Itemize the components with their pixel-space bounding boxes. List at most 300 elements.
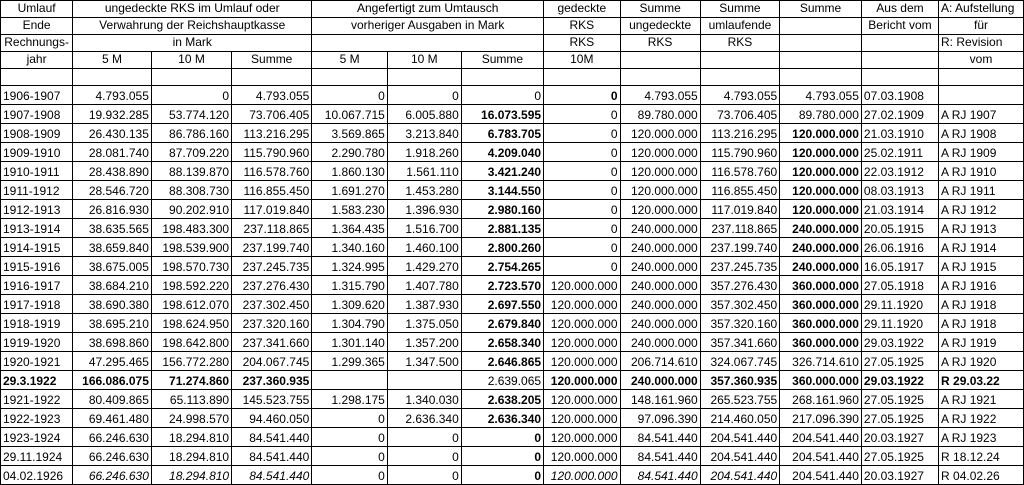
header-cell[interactable]: jahr [1,52,73,69]
header-umlauf[interactable]: Umlauf [1,1,73,18]
data-cell[interactable]: 116.578.760 [232,162,312,181]
data-cell[interactable]: 237.118.865 [232,219,312,238]
data-cell[interactable]: 120.000.000 [544,295,620,314]
data-cell[interactable]: 27.02.1909 [861,105,938,124]
data-cell[interactable]: 357.341.660 [700,333,779,352]
data-cell[interactable]: 08.03.1913 [861,181,938,200]
data-cell[interactable]: A RJ 1910 [939,162,1024,181]
header-angefertigt[interactable]: Angefertigt zum Umtausch [312,1,544,18]
data-cell[interactable]: 198.624.950 [151,314,231,333]
data-cell[interactable]: R 29.03.22 [939,371,1024,390]
data-cell[interactable]: 53.774.120 [151,105,231,124]
data-cell[interactable]: 0 [544,238,620,257]
data-cell[interactable]: 1.298.175 [312,390,388,409]
data-cell[interactable]: 117.019.840 [232,200,312,219]
data-cell[interactable]: 6.005.880 [387,105,461,124]
data-cell[interactable]: 360.000.000 [780,371,862,390]
blank-cell[interactable] [312,69,388,86]
data-cell[interactable]: 19.932.285 [73,105,152,124]
data-cell[interactable]: 84.541.440 [232,447,312,466]
data-cell[interactable]: 1.364.435 [312,219,388,238]
data-cell[interactable]: A RJ 1915 [939,257,1024,276]
row-label-cell[interactable]: 1918-1919 [1,314,73,333]
data-cell[interactable]: 2.290.780 [312,143,388,162]
data-cell[interactable]: 204.541.440 [780,466,862,485]
data-cell[interactable]: 0 [312,428,388,447]
data-cell[interactable]: 120.000.000 [544,409,620,428]
data-cell[interactable]: 27.05.1925 [861,409,938,428]
data-cell[interactable]: 237.118.865 [700,219,779,238]
data-cell[interactable]: 1.918.260 [387,143,461,162]
data-cell[interactable]: 1.516.700 [387,219,461,238]
data-cell[interactable]: 1.407.780 [387,276,461,295]
data-cell[interactable]: 2.636.340 [387,409,461,428]
data-cell[interactable]: 117.019.840 [700,200,779,219]
header-cell[interactable]: 10 M [387,52,461,69]
data-cell[interactable]: 240.000.000 [620,371,700,390]
data-cell[interactable]: 360.000.000 [780,314,862,333]
header-cell[interactable]: vorheriger Ausgaben in Mark [312,18,544,35]
data-cell[interactable]: 1.309.620 [312,295,388,314]
data-cell[interactable]: 120.000.000 [620,162,700,181]
data-cell[interactable]: 22.03.1912 [861,162,938,181]
data-cell[interactable]: 240.000.000 [620,276,700,295]
data-cell[interactable]: 27.05.1925 [861,352,938,371]
blank-cell[interactable] [461,69,543,86]
data-cell[interactable]: 0 [461,447,543,466]
data-cell[interactable]: 120.000.000 [780,124,862,143]
data-cell[interactable]: 1.304.790 [312,314,388,333]
data-cell[interactable]: 1.375.050 [387,314,461,333]
data-cell[interactable]: 69.461.480 [73,409,152,428]
header-cell[interactable]: 10M [544,52,620,69]
data-cell[interactable]: 145.523.755 [232,390,312,409]
data-cell[interactable]: 86.786.160 [151,124,231,143]
row-label-cell[interactable]: 1906-1907 [1,86,73,105]
data-cell[interactable]: 20.03.1927 [861,428,938,447]
data-cell[interactable]: 113.216.295 [700,124,779,143]
data-cell[interactable]: 10.067.715 [312,105,388,124]
data-cell[interactable]: 4.793.055 [620,86,700,105]
data-cell[interactable] [312,371,388,390]
row-label-cell[interactable]: 04.02.1926 [1,466,73,485]
data-cell[interactable]: 120.000.000 [620,181,700,200]
data-cell[interactable]: 116.578.760 [700,162,779,181]
data-cell[interactable]: 0 [461,428,543,447]
data-cell[interactable]: 24.998.570 [151,409,231,428]
data-cell[interactable]: 26.06.1916 [861,238,938,257]
header-cell[interactable]: 5 M [73,52,152,69]
header-bericht[interactable]: Aus dem [861,1,938,18]
header-cell[interactable]: Ende [1,18,73,35]
data-cell[interactable]: 6.783.705 [461,124,543,143]
data-cell[interactable]: 38.635.565 [73,219,152,238]
data-cell[interactable] [939,86,1024,105]
data-cell[interactable]: 2.658.340 [461,333,543,352]
data-cell[interactable]: 4.209.040 [461,143,543,162]
data-cell[interactable]: 120.000.000 [544,333,620,352]
data-cell[interactable]: 204.067.745 [232,352,312,371]
data-cell[interactable]: 4.793.055 [73,86,152,105]
data-cell[interactable]: 120.000.000 [544,466,620,485]
header-cell[interactable]: RKS [700,35,779,52]
data-cell[interactable]: 1.324.995 [312,257,388,276]
data-cell[interactable]: 357.276.430 [700,276,779,295]
data-cell[interactable]: 120.000.000 [544,352,620,371]
blank-cell[interactable] [387,69,461,86]
data-cell[interactable]: 2.754.265 [461,257,543,276]
header-cell[interactable] [780,18,862,35]
header-cell[interactable]: RKS [544,18,620,35]
header-cell[interactable]: Summe [461,52,543,69]
data-cell[interactable]: 240.000.000 [620,219,700,238]
data-cell[interactable]: 324.067.745 [700,352,779,371]
data-cell[interactable]: 38.675.005 [73,257,152,276]
data-cell[interactable]: 198.483.300 [151,219,231,238]
data-cell[interactable]: 84.541.440 [620,428,700,447]
data-cell[interactable]: 360.000.000 [780,276,862,295]
data-cell[interactable]: 89.780.000 [780,105,862,124]
data-cell[interactable]: 240.000.000 [780,238,862,257]
data-cell[interactable]: A RJ 1914 [939,238,1024,257]
data-cell[interactable]: 120.000.000 [544,371,620,390]
blank-cell[interactable] [232,69,312,86]
data-cell[interactable]: 115.790.960 [700,143,779,162]
data-cell[interactable]: 357.360.935 [700,371,779,390]
data-cell[interactable]: 1.299.365 [312,352,388,371]
data-cell[interactable]: 2.800.260 [461,238,543,257]
row-label-cell[interactable]: 1912-1913 [1,200,73,219]
data-cell[interactable]: 198.642.800 [151,333,231,352]
data-cell[interactable]: 1.561.110 [387,162,461,181]
data-cell[interactable]: 0 [544,219,620,238]
data-cell[interactable]: 240.000.000 [620,238,700,257]
row-label-cell[interactable]: 29.3.1922 [1,371,73,390]
header-cell[interactable]: für [939,18,1024,35]
data-cell[interactable]: 0 [544,200,620,219]
data-cell[interactable]: 116.855.450 [700,181,779,200]
data-cell[interactable]: 120.000.000 [544,276,620,295]
row-label-cell[interactable]: 1914-1915 [1,238,73,257]
row-label-cell[interactable]: 1922-1923 [1,409,73,428]
data-cell[interactable]: 237.360.935 [232,371,312,390]
data-cell[interactable]: 240.000.000 [620,333,700,352]
row-label-cell[interactable]: 29.11.1924 [1,447,73,466]
data-cell[interactable]: 27.05.1925 [861,447,938,466]
data-cell[interactable]: 0 [312,447,388,466]
data-cell[interactable]: 237.199.740 [232,238,312,257]
data-cell[interactable]: 89.780.000 [620,105,700,124]
data-cell[interactable]: 0 [544,162,620,181]
data-cell[interactable]: 25.02.1911 [861,143,938,162]
data-cell[interactable]: 204.541.440 [700,447,779,466]
data-cell[interactable]: 20.05.1915 [861,219,938,238]
data-cell[interactable]: 18.294.810 [151,466,231,485]
blank-cell[interactable] [73,69,152,86]
data-cell[interactable]: 18.294.810 [151,447,231,466]
data-cell[interactable]: 97.096.390 [620,409,700,428]
blank-cell[interactable] [939,69,1024,86]
data-cell[interactable]: 360.000.000 [780,333,862,352]
data-cell[interactable]: 240.000.000 [620,314,700,333]
header-cell[interactable]: R: Revision [939,35,1024,52]
row-label-cell[interactable]: 1908-1909 [1,124,73,143]
data-cell[interactable]: 94.460.050 [232,409,312,428]
data-cell[interactable]: 360.000.000 [780,295,862,314]
data-cell[interactable]: 90.202.910 [151,200,231,219]
header-cell[interactable]: RKS [544,35,620,52]
data-cell[interactable]: 214.460.050 [700,409,779,428]
header-cell[interactable] [861,35,938,52]
data-cell[interactable]: 3.144.550 [461,181,543,200]
data-cell[interactable]: 3.421.240 [461,162,543,181]
data-cell[interactable]: 1.315.790 [312,276,388,295]
data-cell[interactable]: 0 [544,257,620,276]
data-cell[interactable]: 204.541.440 [780,447,862,466]
data-cell[interactable]: 120.000.000 [620,200,700,219]
data-cell[interactable]: 265.523.755 [700,390,779,409]
row-label-cell[interactable]: 1919-1920 [1,333,73,352]
data-cell[interactable]: 21.03.1910 [861,124,938,143]
data-cell[interactable]: 29.03.1922 [861,333,938,352]
data-cell[interactable]: 2.638.205 [461,390,543,409]
data-cell[interactable]: 1.453.280 [387,181,461,200]
data-cell[interactable]: 65.113.890 [151,390,231,409]
data-cell[interactable]: 240.000.000 [780,219,862,238]
data-cell[interactable]: A RJ 1922 [939,409,1024,428]
data-cell[interactable]: 120.000.000 [780,181,862,200]
data-cell[interactable]: A RJ 1918 [939,314,1024,333]
data-cell[interactable]: 4.793.055 [780,86,862,105]
data-cell[interactable]: 120.000.000 [544,447,620,466]
row-label-cell[interactable]: 1915-1916 [1,257,73,276]
row-label-cell[interactable]: 1913-1914 [1,219,73,238]
header-cell[interactable]: Rechnungs- [1,35,73,52]
data-cell[interactable]: 204.541.440 [780,428,862,447]
data-cell[interactable]: A RJ 1908 [939,124,1024,143]
header-cell[interactable]: Verwahrung der Reichshauptkasse [73,18,312,35]
data-cell[interactable]: 21.03.1914 [861,200,938,219]
row-label-cell[interactable]: 1923-1924 [1,428,73,447]
data-cell[interactable]: 88.308.730 [151,181,231,200]
data-cell[interactable]: 18.294.810 [151,428,231,447]
data-cell[interactable]: 38.698.860 [73,333,152,352]
data-cell[interactable]: 237.341.660 [232,333,312,352]
data-cell[interactable]: 0 [544,86,620,105]
header-cell[interactable] [780,52,862,69]
data-cell[interactable]: 2.639.065 [461,371,543,390]
data-cell[interactable]: A RJ 1920 [939,352,1024,371]
data-cell[interactable]: 2.636.340 [461,409,543,428]
data-cell[interactable] [387,371,461,390]
data-cell[interactable]: 204.541.440 [700,466,779,485]
data-cell[interactable]: 3.569.865 [312,124,388,143]
data-cell[interactable]: 2.980.160 [461,200,543,219]
data-cell[interactable]: 27.05.1925 [861,390,938,409]
data-cell[interactable]: A RJ 1912 [939,200,1024,219]
data-cell[interactable]: 16.073.595 [461,105,543,124]
data-cell[interactable]: 120.000.000 [544,428,620,447]
data-cell[interactable]: 29.11.1920 [861,314,938,333]
data-cell[interactable]: 1.691.270 [312,181,388,200]
data-cell[interactable]: 4.793.055 [700,86,779,105]
data-cell[interactable]: 240.000.000 [620,295,700,314]
data-cell[interactable]: 0 [387,86,461,105]
data-cell[interactable]: 2.881.135 [461,219,543,238]
data-cell[interactable]: R 04.02.26 [939,466,1024,485]
blank-cell[interactable] [1,69,73,86]
header-cell[interactable]: Summe [232,52,312,69]
data-cell[interactable]: 1.347.500 [387,352,461,371]
data-cell[interactable]: 268.161.960 [780,390,862,409]
data-cell[interactable]: 0 [544,105,620,124]
header-cell[interactable]: 10 M [151,52,231,69]
data-cell[interactable]: 2.646.865 [461,352,543,371]
data-cell[interactable]: 84.541.440 [620,466,700,485]
data-cell[interactable]: 237.320.160 [232,314,312,333]
data-cell[interactable]: 120.000.000 [620,124,700,143]
data-cell[interactable]: 198.592.220 [151,276,231,295]
data-cell[interactable]: 26.430.135 [73,124,152,143]
data-cell[interactable]: 16.05.1917 [861,257,938,276]
data-cell[interactable]: 28.081.740 [73,143,152,162]
header-cell[interactable]: ungedeckte [620,18,700,35]
data-cell[interactable]: A RJ 1907 [939,105,1024,124]
data-cell[interactable]: A RJ 1916 [939,276,1024,295]
data-cell[interactable]: 4.793.055 [232,86,312,105]
data-cell[interactable]: 217.096.390 [780,409,862,428]
data-cell[interactable]: 0 [544,181,620,200]
blank-cell[interactable] [780,69,862,86]
data-cell[interactable]: 1.301.140 [312,333,388,352]
data-cell[interactable]: A RJ 1923 [939,428,1024,447]
header-summe[interactable]: Summe [780,1,862,18]
data-cell[interactable]: 120.000.000 [544,390,620,409]
data-cell[interactable]: 87.709.220 [151,143,231,162]
data-cell[interactable]: 0 [461,86,543,105]
data-cell[interactable]: 1.460.100 [387,238,461,257]
data-cell[interactable]: 47.295.465 [73,352,152,371]
data-cell[interactable]: 07.03.1908 [861,86,938,105]
data-cell[interactable]: 237.302.450 [232,295,312,314]
data-cell[interactable]: 27.05.1918 [861,276,938,295]
header-cell[interactable] [861,52,938,69]
blank-cell[interactable] [544,69,620,86]
data-cell[interactable]: 237.245.735 [700,257,779,276]
header-cell[interactable] [780,35,862,52]
header-gedeckte[interactable]: gedeckte [544,1,620,18]
data-cell[interactable]: 204.541.440 [700,428,779,447]
data-cell[interactable]: 120.000.000 [620,143,700,162]
data-cell[interactable]: 237.199.740 [700,238,779,257]
data-cell[interactable]: A RJ 1919 [939,333,1024,352]
data-cell[interactable]: 0 [312,466,388,485]
header-cell[interactable]: 5 M [312,52,388,69]
data-cell[interactable]: 26.816.930 [73,200,152,219]
data-cell[interactable]: 120.000.000 [780,162,862,181]
data-cell[interactable]: 326.714.610 [780,352,862,371]
data-cell[interactable]: 66.246.630 [73,447,152,466]
data-cell[interactable]: 80.409.865 [73,390,152,409]
header-cell[interactable] [620,52,700,69]
data-cell[interactable]: 0 [312,409,388,428]
data-cell[interactable]: 0 [387,447,461,466]
data-cell[interactable]: 73.706.405 [700,105,779,124]
data-cell[interactable]: 1.429.270 [387,257,461,276]
data-cell[interactable]: 38.695.210 [73,314,152,333]
data-cell[interactable]: 206.714.610 [620,352,700,371]
data-cell[interactable]: 1.583.230 [312,200,388,219]
data-cell[interactable]: 113.216.295 [232,124,312,143]
data-cell[interactable]: 2.723.570 [461,276,543,295]
data-cell[interactable]: 71.274.860 [151,371,231,390]
blank-cell[interactable] [700,69,779,86]
data-cell[interactable]: 237.276.430 [232,276,312,295]
row-label-cell[interactable]: 1909-1910 [1,143,73,162]
data-cell[interactable]: 357.302.450 [700,295,779,314]
data-cell[interactable]: 0 [151,86,231,105]
data-cell[interactable]: 20.03.1927 [861,466,938,485]
data-cell[interactable]: 237.245.735 [232,257,312,276]
data-cell[interactable]: 84.541.440 [620,447,700,466]
data-cell[interactable]: 66.246.630 [73,466,152,485]
header-cell[interactable]: in Mark [73,35,312,52]
data-cell[interactable]: 120.000.000 [780,200,862,219]
data-cell[interactable]: 0 [544,143,620,162]
data-cell[interactable]: 357.320.160 [700,314,779,333]
data-cell[interactable]: 1.340.030 [387,390,461,409]
data-cell[interactable]: 29.03.1922 [861,371,938,390]
data-cell[interactable]: 66.246.630 [73,428,152,447]
header-aufstellung[interactable]: A: Aufstellung [939,1,1024,18]
header-cell[interactable]: vom [939,52,1024,69]
data-cell[interactable]: 0 [387,428,461,447]
data-cell[interactable]: A RJ 1921 [939,390,1024,409]
data-cell[interactable]: 1.396.930 [387,200,461,219]
blank-cell[interactable] [861,69,938,86]
row-label-cell[interactable]: 1921-1922 [1,390,73,409]
header-cell[interactable]: Bericht vom [861,18,938,35]
data-cell[interactable]: 240.000.000 [780,257,862,276]
row-label-cell[interactable]: 1907-1908 [1,105,73,124]
data-cell[interactable]: 156.772.280 [151,352,231,371]
row-label-cell[interactable]: 1916-1917 [1,276,73,295]
header-cell[interactable] [312,35,544,52]
header-summe-ungedeckte[interactable]: Summe [620,1,700,18]
data-cell[interactable]: A RJ 1918 [939,295,1024,314]
data-cell[interactable]: 38.690.380 [73,295,152,314]
data-cell[interactable]: 115.790.960 [232,143,312,162]
header-cell[interactable] [700,52,779,69]
data-cell[interactable]: 38.684.210 [73,276,152,295]
data-cell[interactable]: 28.438.890 [73,162,152,181]
data-cell[interactable]: 198.570.730 [151,257,231,276]
data-cell[interactable]: 166.086.075 [73,371,152,390]
data-cell[interactable]: 198.612.070 [151,295,231,314]
header-cell[interactable]: umlaufende [700,18,779,35]
data-cell[interactable]: A RJ 1909 [939,143,1024,162]
row-label-cell[interactable]: 1911-1912 [1,181,73,200]
data-cell[interactable]: 0 [312,86,388,105]
row-label-cell[interactable]: 1920-1921 [1,352,73,371]
data-cell[interactable]: R 18.12.24 [939,447,1024,466]
data-cell[interactable]: 198.539.900 [151,238,231,257]
header-ungedeckte[interactable]: ungedeckte RKS im Umlauf oder [73,1,312,18]
row-label-cell[interactable]: 1917-1918 [1,295,73,314]
blank-cell[interactable] [620,69,700,86]
data-cell[interactable]: 116.855.450 [232,181,312,200]
data-cell[interactable]: 120.000.000 [780,143,862,162]
